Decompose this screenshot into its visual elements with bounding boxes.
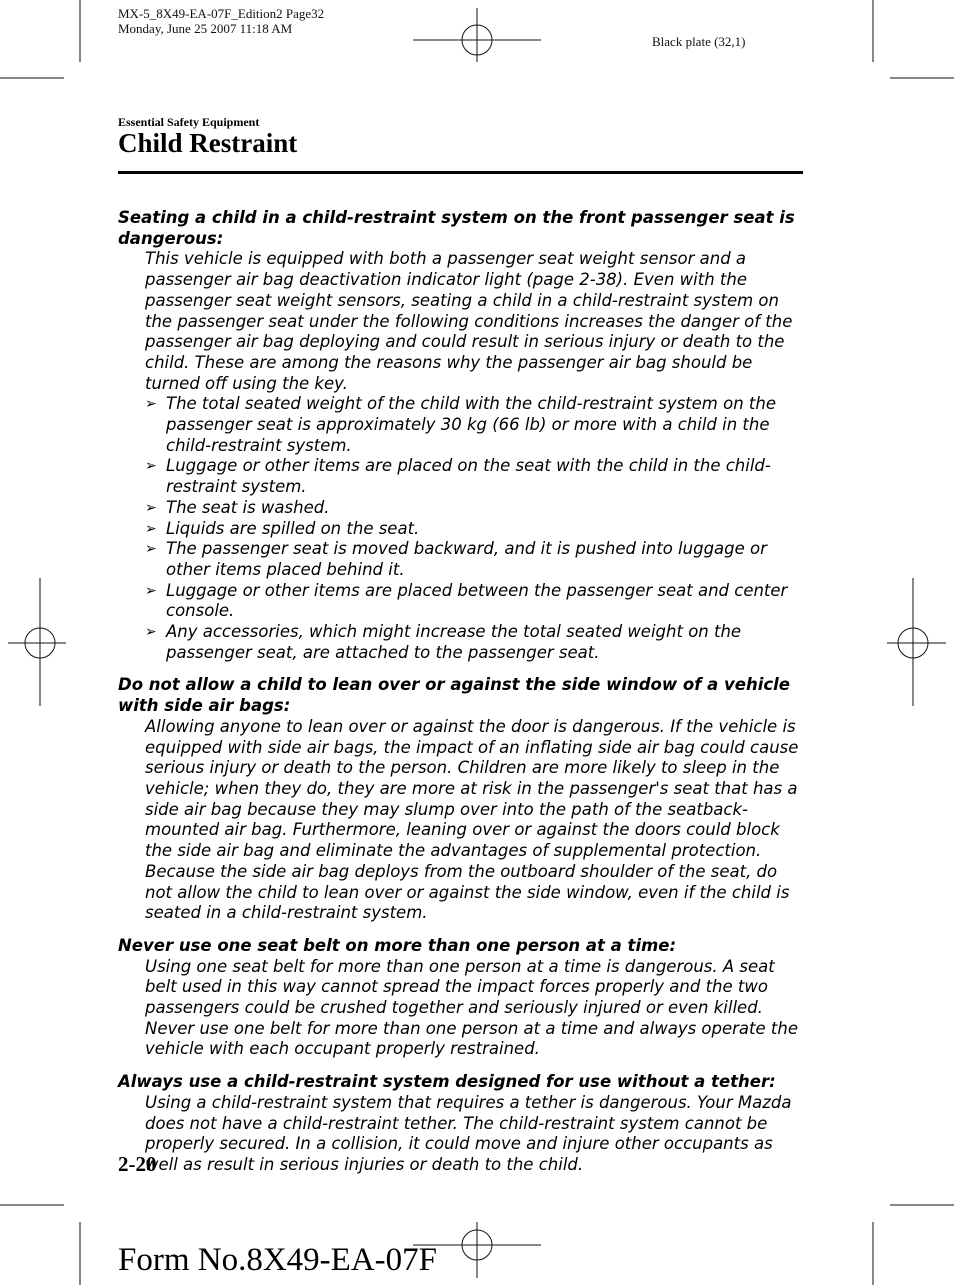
- plate-label: Black plate (32,1): [652, 34, 746, 49]
- list-item: [145, 456, 808, 497]
- warning-body: Using one seat belt for more than one person at a time is dangerous. A seat belt used in this way cannot spread the impact forces properly and the two passengers could be crushed together and seriously injured or even killed. Never use one belt for more than one person at a time and always operate the vehicle with each occupant properly restrained.: [145, 956, 798, 1059]
- list-item-text: Luggage or other items are placed on the seat with the child in the child-restraint system.: [166, 456, 771, 497]
- arrow-bullet-icon: ➢: [145, 582, 157, 599]
- warning-heading: Seating a child in a child-restraint system on the front passenger seat is dangerous:: [118, 208, 795, 248]
- arrow-bullet-icon: ➢: [145, 541, 157, 558]
- warning-heading: Never use one seat belt on more than one person at a time:: [118, 935, 677, 955]
- warning-body: Using a child-restraint system that requires a tether is dangerous. Your Mazda does not have a child-restraint tether. The child-restraint system cannot be properly secured. In a collision, it could move and injure other occupants as well as result in serious injuries or death to the child.: [145, 1092, 792, 1174]
- section-label: Essential Safety Equipment: [118, 115, 260, 129]
- list-item-text: Luggage or other items are placed between the passenger seat and center console.: [166, 580, 788, 621]
- print-file-name: MX-5_8X49-EA-07F_Edition2 Page32: [118, 6, 325, 21]
- warning-tether: [118, 1072, 808, 1176]
- form-number: Form No.8X49-EA-07F: [118, 1242, 437, 1278]
- title-rule: [118, 171, 803, 174]
- warning-seat-belt: [118, 936, 808, 1060]
- registration-mark-right: [887, 578, 946, 706]
- list-item: [145, 581, 808, 622]
- arrow-bullet-icon: ➢: [145, 624, 157, 641]
- page-number: 2-20: [118, 1152, 157, 1176]
- warning-side-window: [118, 675, 808, 923]
- warning-body: This vehicle is equipped with both a passenger seat weight sensor and a passenger air bag deactivation indicator light (page 2-38). Even with the passenger seat weight sensors, seating a child in a child-restraint system on the passenger seat under the following conditions increases the danger of the passenger air bag deploying and could result in serious injury or death to the child. These are among the reasons why the passenger air bag should be turned off using the key.: [145, 249, 793, 393]
- list-item-text: Any accessories, which might increase the total seated weight on the passenger seat, are attached to the passenger seat.: [166, 622, 742, 662]
- print-metadata: [118, 6, 324, 36]
- print-timestamp: Monday, June 25 2007 11:18 AM: [118, 21, 293, 36]
- registration-mark-top: [413, 8, 541, 62]
- arrow-bullet-icon: ➢: [145, 396, 157, 413]
- list-item: [145, 498, 808, 519]
- arrow-bullet-icon: ➢: [145, 520, 157, 537]
- warnings-content: [118, 208, 808, 1188]
- registration-mark-left: [8, 578, 66, 706]
- warning-heading: Do not allow a child to lean over or against the side window of a vehicle with side air bags:: [118, 675, 790, 716]
- list-item-text: The seat is washed.: [166, 497, 330, 517]
- warning-front-seat: [118, 208, 808, 663]
- condition-list: [118, 394, 808, 663]
- list-item: [145, 622, 808, 663]
- list-item-text: Liquids are spilled on the seat.: [166, 518, 420, 538]
- list-item: [145, 519, 808, 540]
- arrow-bullet-icon: ➢: [145, 499, 157, 516]
- arrow-bullet-icon: ➢: [145, 458, 157, 475]
- page-title: Child Restraint: [118, 128, 298, 158]
- list-item-text: The total seated weight of the child with the child-restraint system on the passenger seat is approximately 30 kg (66 lb) or more with a child in the child-restraint system.: [166, 394, 776, 455]
- list-item-text: The passenger seat is moved backward, and it is pushed into luggage or other items placed behind it.: [166, 539, 767, 579]
- warning-heading: Always use a child-restraint system designed for use without a tether:: [118, 1072, 776, 1092]
- warning-body: Allowing anyone to lean over or against the door is dangerous. If the vehicle is equipped with side air bags, the impact of an inflating side air bag could cause serious injury or death to the person. Children are more likely to sleep in the vehicle; when they do, they are more at risk in the passenger's seat that has a side air bag because they may slump over into the path of the seatback-mounted air bag. Furthermore, leaning over or against the doors could block the side air bag and eliminate the advantages of supplemental protection. Because the side air bag deploys from the outboard shoulder of the seat, do not allow the child to lean over or against the side window, even if the child is seated in a child-restraint system.: [145, 716, 799, 923]
- list-item: [145, 539, 808, 580]
- list-item: [145, 394, 808, 456]
